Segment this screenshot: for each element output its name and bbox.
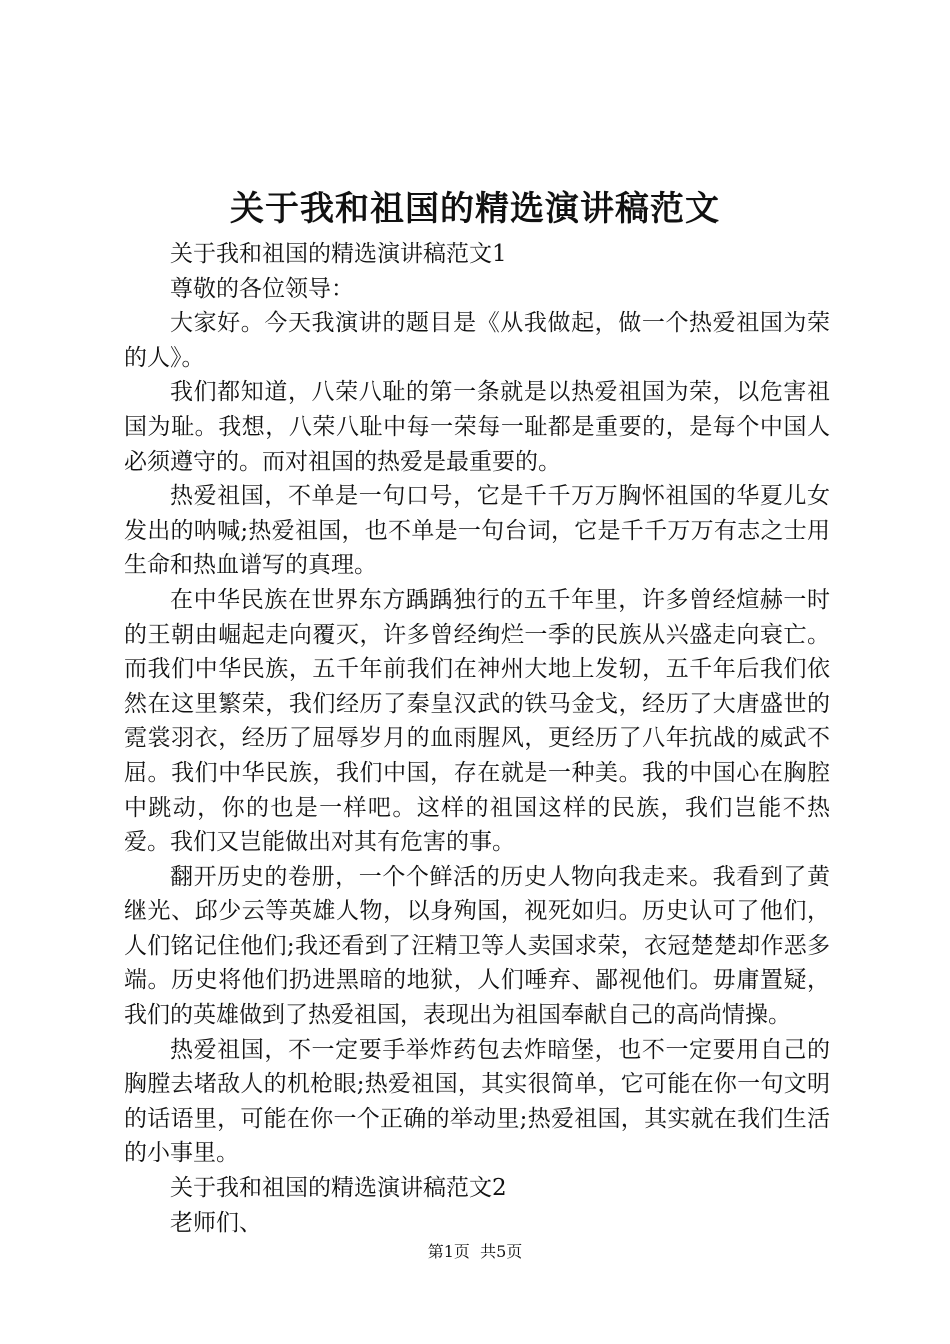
document-body [124,237,830,1240]
paragraph: 翻开历史的卷册，一个个鲜活的历史人物向我走来。我看到了黄继光、邱少云等英雄人物，以身殉国，视死如归。历史认可了他们，人们铭记住他们;我还看到了汪精卫等人卖国求荣，衣冠楚楚却作恶多端。历史将他们扔进黑暗的地狱，人们唾弃、鄙视他们。毋庸置疑，我们的英雄做到了热爱祖国，表现出为祖国奉献自己的高尚情操。 [124,863,830,1029]
paragraph: 老师们、 [170,1209,262,1236]
page-total: 共5页 [480,1242,523,1261]
page-number: 第1页 [427,1242,470,1261]
page-footer [0,1240,950,1264]
paragraph: 热爱祖国，不单是一句口号，它是千千万万胸怀祖国的华夏儿女发出的呐喊;热爱祖国，也不单是一句台词，它是千千万万有志之士用生命和热血谱写的真理。 [124,483,830,579]
paragraph: 关于我和祖国的精选演讲稿范文1 [170,241,507,267]
paragraph: 在中华民族在世界东方踽踽独行的五千年里，许多曾经煊赫一时的王朝由崛起走向覆灭，许多曾经绚烂一季的民族从兴盛走向衰亡。而我们中华民族，五千年前我们在神州大地上发轫，五千年后我们依然在这里繁荣，我们经历了秦皇汉武的铁马金戈，经历了大唐盛世的霓裳羽衣，经历了屈辱岁月的血雨腥风，更经历了八年抗战的威武不屈。我们中华民族，我们中国，存在就是一种美。我的中国心在胸腔中跳动，你的也是一样吧。这样的祖国这样的民族，我们岂能不热爱。我们又岂能做出对其有危害的事。 [124,586,830,856]
paragraph: 我们都知道，八荣八耻的第一条就是以热爱祖国为荣，以危害祖国为耻。我想，八荣八耻中每一荣每一耻都是重要的，是每个中国人必须遵守的。而对祖国的热爱是最重要的。 [124,379,830,475]
paragraph: 热爱祖国，不一定要手举炸药包去炸暗堡，也不一定要用自己的胸膛去堵敌人的机枪眼;热爱祖国，其实很简单，它可能在你一句文明的话语里，可能在你一个正确的举动里;热爱祖国，其实就在我们生活的小事里。 [124,1036,830,1167]
paragraph: 尊敬的各位领导： [170,275,354,302]
page-title: 关于我和祖国的精选演讲稿范文 [230,189,720,229]
paragraph: 关于我和祖国的精选演讲稿范文2 [170,1175,507,1202]
paragraph: 大家好。今天我演讲的题目是《从我做起，做一个热爱祖国为荣的人》。 [124,310,830,371]
